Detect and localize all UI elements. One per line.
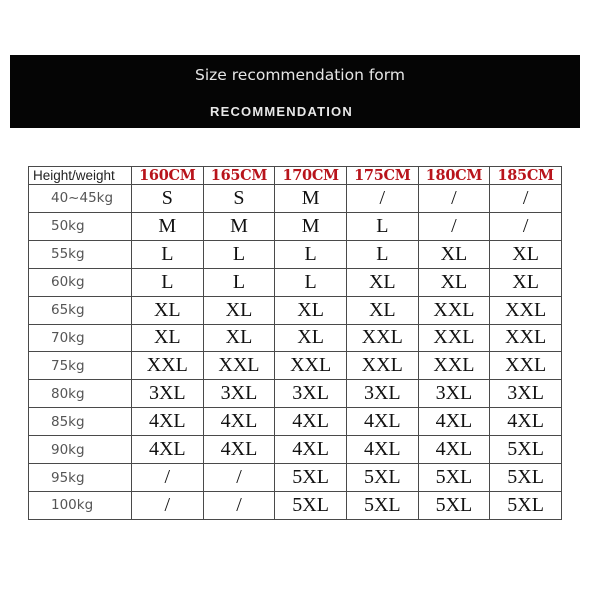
size-cell: L bbox=[346, 212, 418, 240]
table-row bbox=[29, 185, 562, 213]
size-cell: 4XL bbox=[346, 408, 418, 436]
size-cell: XL bbox=[418, 240, 490, 268]
corner-header: Height/weight bbox=[29, 167, 132, 185]
size-cell: L bbox=[132, 268, 204, 296]
table-row bbox=[29, 268, 562, 296]
size-cell: 3XL bbox=[275, 380, 347, 408]
height-header: 175CM bbox=[346, 167, 418, 185]
size-cell: XL bbox=[418, 268, 490, 296]
size-cell: XXL bbox=[346, 324, 418, 352]
size-cell: XL bbox=[490, 240, 562, 268]
size-cell: / bbox=[490, 212, 562, 240]
size-cell: 3XL bbox=[203, 380, 275, 408]
weight-label: 70kg bbox=[29, 324, 132, 352]
size-cell: XL bbox=[132, 324, 204, 352]
size-cell: 4XL bbox=[346, 436, 418, 464]
size-cell: / bbox=[203, 491, 275, 519]
size-cell: XXL bbox=[132, 352, 204, 380]
size-cell: XL bbox=[132, 296, 204, 324]
size-cell: / bbox=[203, 464, 275, 492]
size-cell: L bbox=[275, 268, 347, 296]
size-cell: 3XL bbox=[346, 380, 418, 408]
size-cell: L bbox=[346, 240, 418, 268]
size-cell: 5XL bbox=[275, 491, 347, 519]
size-cell: XXL bbox=[490, 352, 562, 380]
size-cell: / bbox=[132, 491, 204, 519]
size-cell: 5XL bbox=[275, 464, 347, 492]
table-row bbox=[29, 212, 562, 240]
table-row bbox=[29, 296, 562, 324]
size-cell: 5XL bbox=[418, 491, 490, 519]
size-cell: XXL bbox=[203, 352, 275, 380]
height-header: 165CM bbox=[203, 167, 275, 185]
height-header: 185CM bbox=[490, 167, 562, 185]
weight-label: 100kg bbox=[29, 491, 132, 519]
size-cell: XL bbox=[346, 268, 418, 296]
weight-label: 60kg bbox=[29, 268, 132, 296]
size-cell: / bbox=[346, 185, 418, 213]
weight-label: 40~45kg bbox=[29, 185, 132, 213]
weight-label: 85kg bbox=[29, 408, 132, 436]
table-row bbox=[29, 240, 562, 268]
size-cell: XXL bbox=[490, 296, 562, 324]
size-cell: L bbox=[203, 240, 275, 268]
size-cell: XXL bbox=[418, 324, 490, 352]
size-cell: 5XL bbox=[490, 491, 562, 519]
size-cell: 4XL bbox=[418, 408, 490, 436]
size-cell: 5XL bbox=[346, 464, 418, 492]
size-cell: 5XL bbox=[490, 464, 562, 492]
size-chart-table bbox=[28, 166, 562, 520]
table-row bbox=[29, 491, 562, 519]
size-cell: 4XL bbox=[203, 436, 275, 464]
size-cell: XL bbox=[490, 268, 562, 296]
size-cell: XXL bbox=[418, 296, 490, 324]
header-row bbox=[29, 167, 562, 185]
size-cell: 4XL bbox=[418, 436, 490, 464]
table-row bbox=[29, 324, 562, 352]
size-cell: 5XL bbox=[346, 491, 418, 519]
size-cell: 3XL bbox=[490, 380, 562, 408]
size-cell: / bbox=[490, 185, 562, 213]
size-cell: 4XL bbox=[203, 408, 275, 436]
weight-label: 55kg bbox=[29, 240, 132, 268]
size-cell: 4XL bbox=[275, 408, 347, 436]
size-cell: 3XL bbox=[132, 380, 204, 408]
size-cell: 3XL bbox=[418, 380, 490, 408]
size-cell: XL bbox=[275, 324, 347, 352]
size-cell: XL bbox=[275, 296, 347, 324]
size-cell: M bbox=[132, 212, 204, 240]
size-cell: XXL bbox=[490, 324, 562, 352]
size-cell: M bbox=[203, 212, 275, 240]
size-cell: L bbox=[203, 268, 275, 296]
size-cell: / bbox=[132, 464, 204, 492]
size-cell: XL bbox=[346, 296, 418, 324]
table-row bbox=[29, 436, 562, 464]
banner-subtitle: RECOMMENDATION bbox=[210, 104, 353, 119]
size-cell: / bbox=[418, 212, 490, 240]
table-row bbox=[29, 380, 562, 408]
table-row bbox=[29, 352, 562, 380]
size-cell: L bbox=[132, 240, 204, 268]
size-cell: 4XL bbox=[132, 436, 204, 464]
size-cell: 5XL bbox=[418, 464, 490, 492]
table-row bbox=[29, 408, 562, 436]
weight-label: 80kg bbox=[29, 380, 132, 408]
size-cell: 5XL bbox=[490, 436, 562, 464]
size-cell: XXL bbox=[346, 352, 418, 380]
size-table-body bbox=[29, 185, 562, 520]
size-cell: 4XL bbox=[490, 408, 562, 436]
weight-label: 95kg bbox=[29, 464, 132, 492]
height-header: 160CM bbox=[132, 167, 204, 185]
size-cell: M bbox=[275, 212, 347, 240]
size-cell: XL bbox=[203, 324, 275, 352]
size-cell: M bbox=[275, 185, 347, 213]
banner-title: Size recommendation form bbox=[195, 66, 405, 84]
size-cell: XXL bbox=[275, 352, 347, 380]
size-cell: XXL bbox=[418, 352, 490, 380]
size-cell: XL bbox=[203, 296, 275, 324]
weight-label: 75kg bbox=[29, 352, 132, 380]
size-cell: 4XL bbox=[275, 436, 347, 464]
header-banner bbox=[10, 55, 580, 128]
height-header: 170CM bbox=[275, 167, 347, 185]
size-cell: S bbox=[132, 185, 204, 213]
weight-label: 65kg bbox=[29, 296, 132, 324]
size-cell: 4XL bbox=[132, 408, 204, 436]
weight-label: 50kg bbox=[29, 212, 132, 240]
size-cell: L bbox=[275, 240, 347, 268]
weight-label: 90kg bbox=[29, 436, 132, 464]
size-cell: / bbox=[418, 185, 490, 213]
table-row bbox=[29, 464, 562, 492]
size-cell: S bbox=[203, 185, 275, 213]
height-header: 180CM bbox=[418, 167, 490, 185]
